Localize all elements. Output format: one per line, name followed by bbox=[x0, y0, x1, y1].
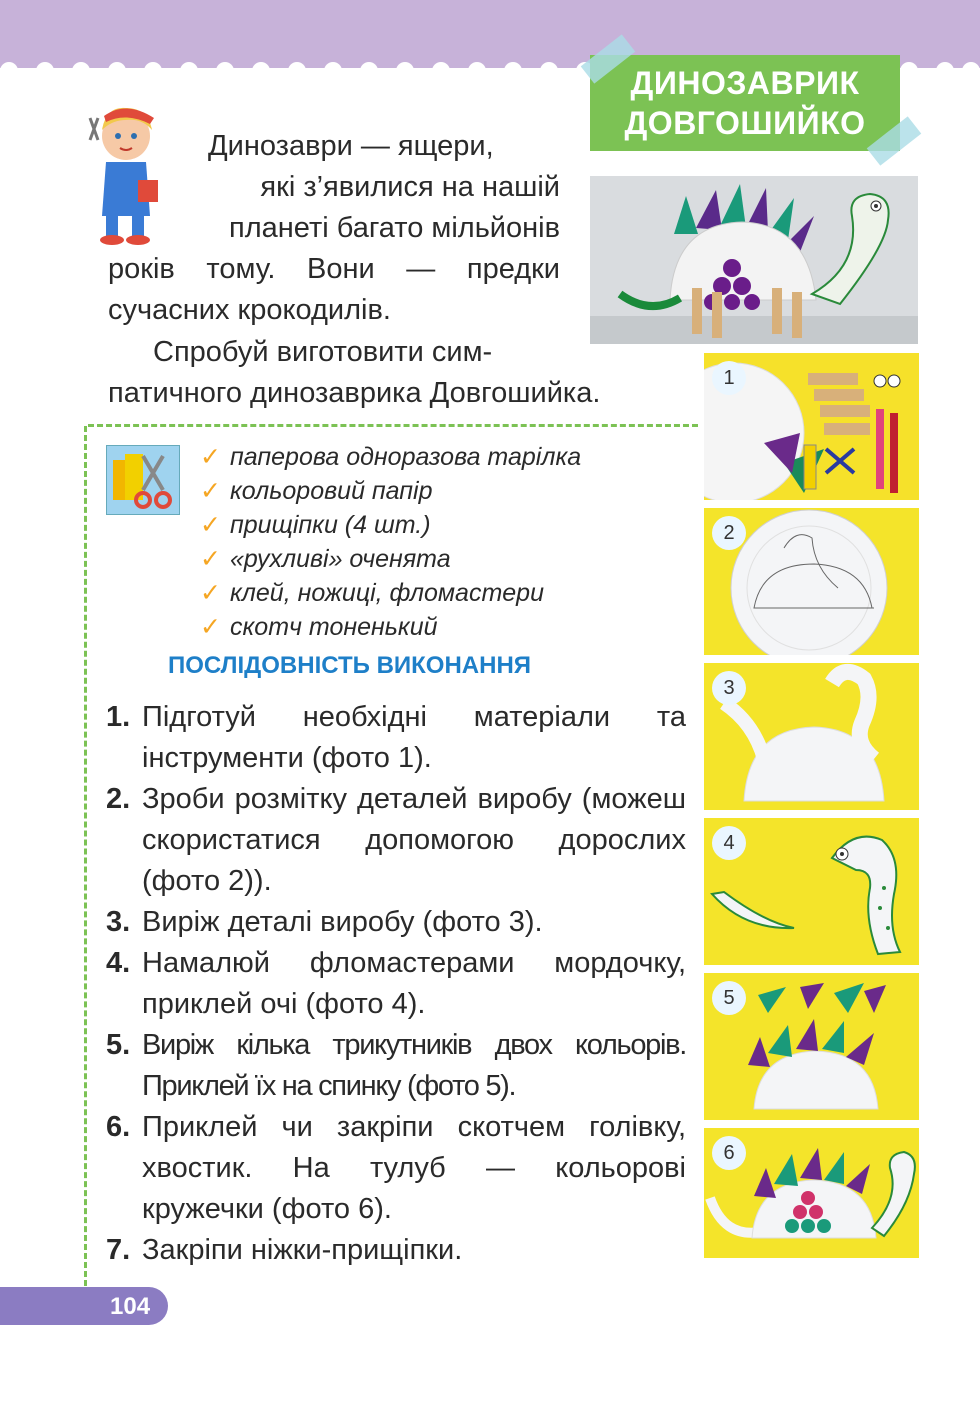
step-photo-4 bbox=[704, 818, 919, 965]
photo-number: 6 bbox=[712, 1136, 746, 1170]
checkmark-icon: ✓ bbox=[200, 477, 221, 505]
photo-number: 5 bbox=[712, 981, 746, 1015]
lesson-title bbox=[590, 55, 900, 151]
intro-line: планеті багато мільйонів bbox=[229, 212, 560, 244]
checkmark-icon: ✓ bbox=[200, 613, 221, 641]
intro-line: Динозаври — ящери, bbox=[208, 130, 494, 162]
intro-line: сучасних крокодилів. bbox=[108, 294, 391, 326]
material-item: ✓ паперова одноразова тарілка bbox=[200, 440, 581, 474]
step-photo-6 bbox=[704, 1128, 919, 1258]
material-item: ✓ прищіпки (4 шт.) bbox=[200, 508, 581, 542]
checkmark-icon: ✓ bbox=[200, 511, 221, 539]
step-item: 5. Виріж кілька трикутників двох кольорів. Приклей їх на спинку (фото 5). bbox=[106, 1029, 686, 1102]
intro-line: Спробуй виготовити сим- bbox=[153, 336, 493, 368]
material-item: ✓ клей, ножиці, фломастери bbox=[200, 576, 581, 610]
step-item: 7. Закріпи ніжки-прищіпки. bbox=[106, 1234, 463, 1266]
step-photo-5 bbox=[704, 973, 919, 1120]
step-photo-1 bbox=[704, 353, 919, 500]
material-item: ✓ скотч тоненький bbox=[200, 610, 581, 644]
steps-list bbox=[106, 697, 686, 1271]
photo-number: 2 bbox=[712, 516, 746, 550]
intro-line: років тому. Вони — предки bbox=[108, 253, 560, 285]
step-item: 4. Намалюй фломастерами мордочку, приклей очі (фото 4). bbox=[106, 947, 686, 1020]
photo-number: 4 bbox=[712, 826, 746, 860]
dinosaur-hero-photo bbox=[590, 176, 918, 344]
photo-number: 3 bbox=[712, 671, 746, 705]
section-divider bbox=[88, 424, 698, 427]
page-number: 104 bbox=[110, 1293, 151, 1320]
step-item: 1. Підготуй необхідні матеріали та інструменти (фото 1). bbox=[106, 701, 686, 774]
photo-number: 1 bbox=[712, 361, 746, 395]
step-item: 3. Виріж деталі виробу (фото 3). bbox=[106, 906, 543, 938]
material-item: ✓ кольоровий папір bbox=[200, 474, 581, 508]
intro-text bbox=[108, 126, 560, 331]
checkmark-icon: ✓ bbox=[200, 579, 221, 607]
intro-text-2 bbox=[108, 332, 688, 414]
scissors-icon bbox=[106, 445, 180, 515]
title-line-2: ДОВГОШИЙКО bbox=[624, 105, 866, 141]
materials-list bbox=[200, 440, 581, 644]
intro-line: патичного динозаврика Довгошийка. bbox=[108, 377, 601, 409]
checkmark-icon: ✓ bbox=[200, 443, 221, 471]
intro-line: які з’явилися на нашій bbox=[260, 171, 560, 203]
step-item: 6. Приклей чи закріпи скотчем голівку, хвостик. На тулуб — кольорові кружечки (фото 6). bbox=[106, 1111, 686, 1225]
step-item: 2. Зроби розмітку деталей виробу (можеш скористатися допомогою дорослих (фото 2)). bbox=[106, 783, 686, 897]
checkmark-icon: ✓ bbox=[200, 545, 221, 573]
step-photo-2 bbox=[704, 508, 919, 655]
section-border bbox=[84, 426, 87, 1286]
sequence-heading: ПОСЛІДОВНІСТЬ ВИКОНАННЯ bbox=[168, 652, 532, 679]
title-line-1: ДИНОЗАВРИК bbox=[630, 65, 860, 101]
step-photo-3 bbox=[704, 663, 919, 810]
material-item: ✓ «рухливі» оченята bbox=[200, 542, 581, 576]
